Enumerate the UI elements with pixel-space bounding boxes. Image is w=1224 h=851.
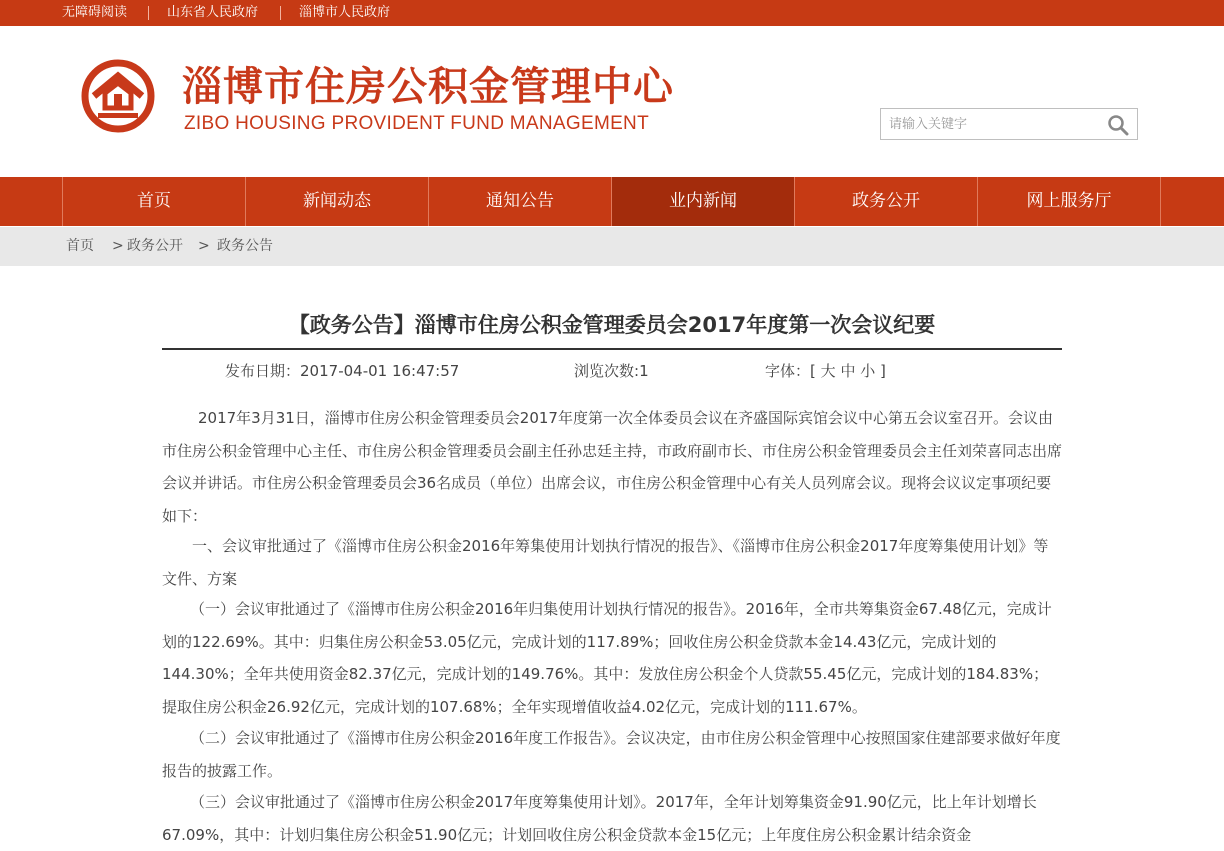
nav-item-online-service[interactable]: 网上服务厅 [977,177,1160,226]
zibo-gov-link[interactable]: 淄博市人民政府 [299,5,391,20]
search-box [880,108,1138,140]
nav-item-gov-affairs[interactable]: 政务公开 [794,177,977,226]
view-count-label: 浏览次数: [574,362,640,380]
breadcrumb-separator: > [198,238,210,254]
nav-divider [1160,177,1161,226]
house-in-circle-logo-icon [80,58,156,134]
publish-date [225,360,459,382]
divider [148,6,149,20]
font-size-small-link[interactable]: 小 [860,362,876,380]
shandong-gov-link[interactable]: 山东省人民政府 [167,5,259,20]
title-divider [162,348,1062,350]
site-title-cn[interactable]: 淄博市住房公积金管理中心 [182,64,674,110]
nav-item-notices[interactable]: 通知公告 [428,177,611,226]
publish-date-value: 2017-04-01 16:47:57 [300,362,460,380]
font-size-medium-link[interactable]: 中 [840,362,856,380]
nav-item-home[interactable]: 首页 [62,177,245,226]
site-header [0,26,1224,176]
accessibility-link[interactable]: 无障碍阅读 [62,5,128,20]
breadcrumb-separator: > [112,238,124,254]
nav-item-news[interactable]: 新闻动态 [245,177,428,226]
view-count [574,360,649,382]
nav-item-industry-news[interactable]: 业内新闻 [611,177,794,226]
site-title-en: ZIBO HOUSING PROVIDENT FUND MANAGEMENT [184,113,649,134]
main-nav [0,177,1224,226]
breadcrumb [0,227,1224,266]
publish-date-label: 发布日期： [225,362,301,380]
article-paragraph: （二）会议审批通过了《淄博市住房公积金2016年度工作报告》。会议决定，由市住房公积金管理中心按照国家住建部要求做好年度报告的披露工作。 [162,729,1061,780]
breadcrumb-gov-notices[interactable]: 政务公告 [217,238,273,254]
breadcrumb-home[interactable]: 首页 [66,238,94,254]
breadcrumb-gov-affairs[interactable]: 政务公开 [127,238,183,254]
article-paragraph: （三）会议审批通过了《淄博市住房公积金2017年度筹集使用计划》。2017年，全年计划筹集资金91.90亿元，比上年计划增长67.09%，其中：计划归集住房公积金51.90亿元；计划回收住房公积金贷款本金15亿元；上年度住房公积金累计结余资金 [162,793,1037,844]
font-size-switcher [765,360,886,382]
article-title: 【政务公告】淄博市住房公积金管理委员会2017年度第一次会议纪要 [288,313,936,337]
search-input[interactable] [889,114,1099,134]
article-paragraph: 一、会议审批通过了《淄博市住房公积金2016年筹集使用计划执行情况的报告》、《淄博市住房公积金2017年度筹集使用计划》等文件、方案 [162,537,1049,588]
font-size-label: 字体：[ [765,362,816,380]
article-paragraph: （一）会议审批通过了《淄博市住房公积金2016年归集使用计划执行情况的报告》。2016年，全市共筹集资金67.48亿元，完成计划的122.69%。其中：归集住房公积金53.05亿元，完成计划的117.89%；回收住房公积金贷款本金14.43亿元，完成计划的144.30%；全年共使用资金82.37亿元，完成计划的149.76%。其中：发放住房公积金个人贷款55.45亿元，完成计划的184.83%；提取住房公积金26.92亿元，完成计划的107.68%；全年实现增值收益4.02亿元，完成计划的111.67%。 [162,600,1052,716]
view-count-value: 1 [639,362,649,380]
article-paragraph: 2017年3月31日，淄博市住房公积金管理委员会2017年度第一次全体委员会议在齐盛国际宾馆会议中心第五会议室召开。会议由市住房公积金管理中心主任、市住房公积金管理委员会副主任孙忠廷主持，市政府副市长、市住房公积金管理委员会主任刘荣喜同志出席会议并讲话。市住房公积金管理委员会36名成员（单位）出席会议，市住房公积金管理中心有关人员列席会议。现将会议议定事项纪要如下： [162,409,1063,525]
divider [280,6,281,20]
font-size-bracket: ] [880,362,886,380]
search-icon[interactable] [1107,114,1129,136]
top-bar [0,0,1224,26]
font-size-large-link[interactable]: 大 [820,362,836,380]
